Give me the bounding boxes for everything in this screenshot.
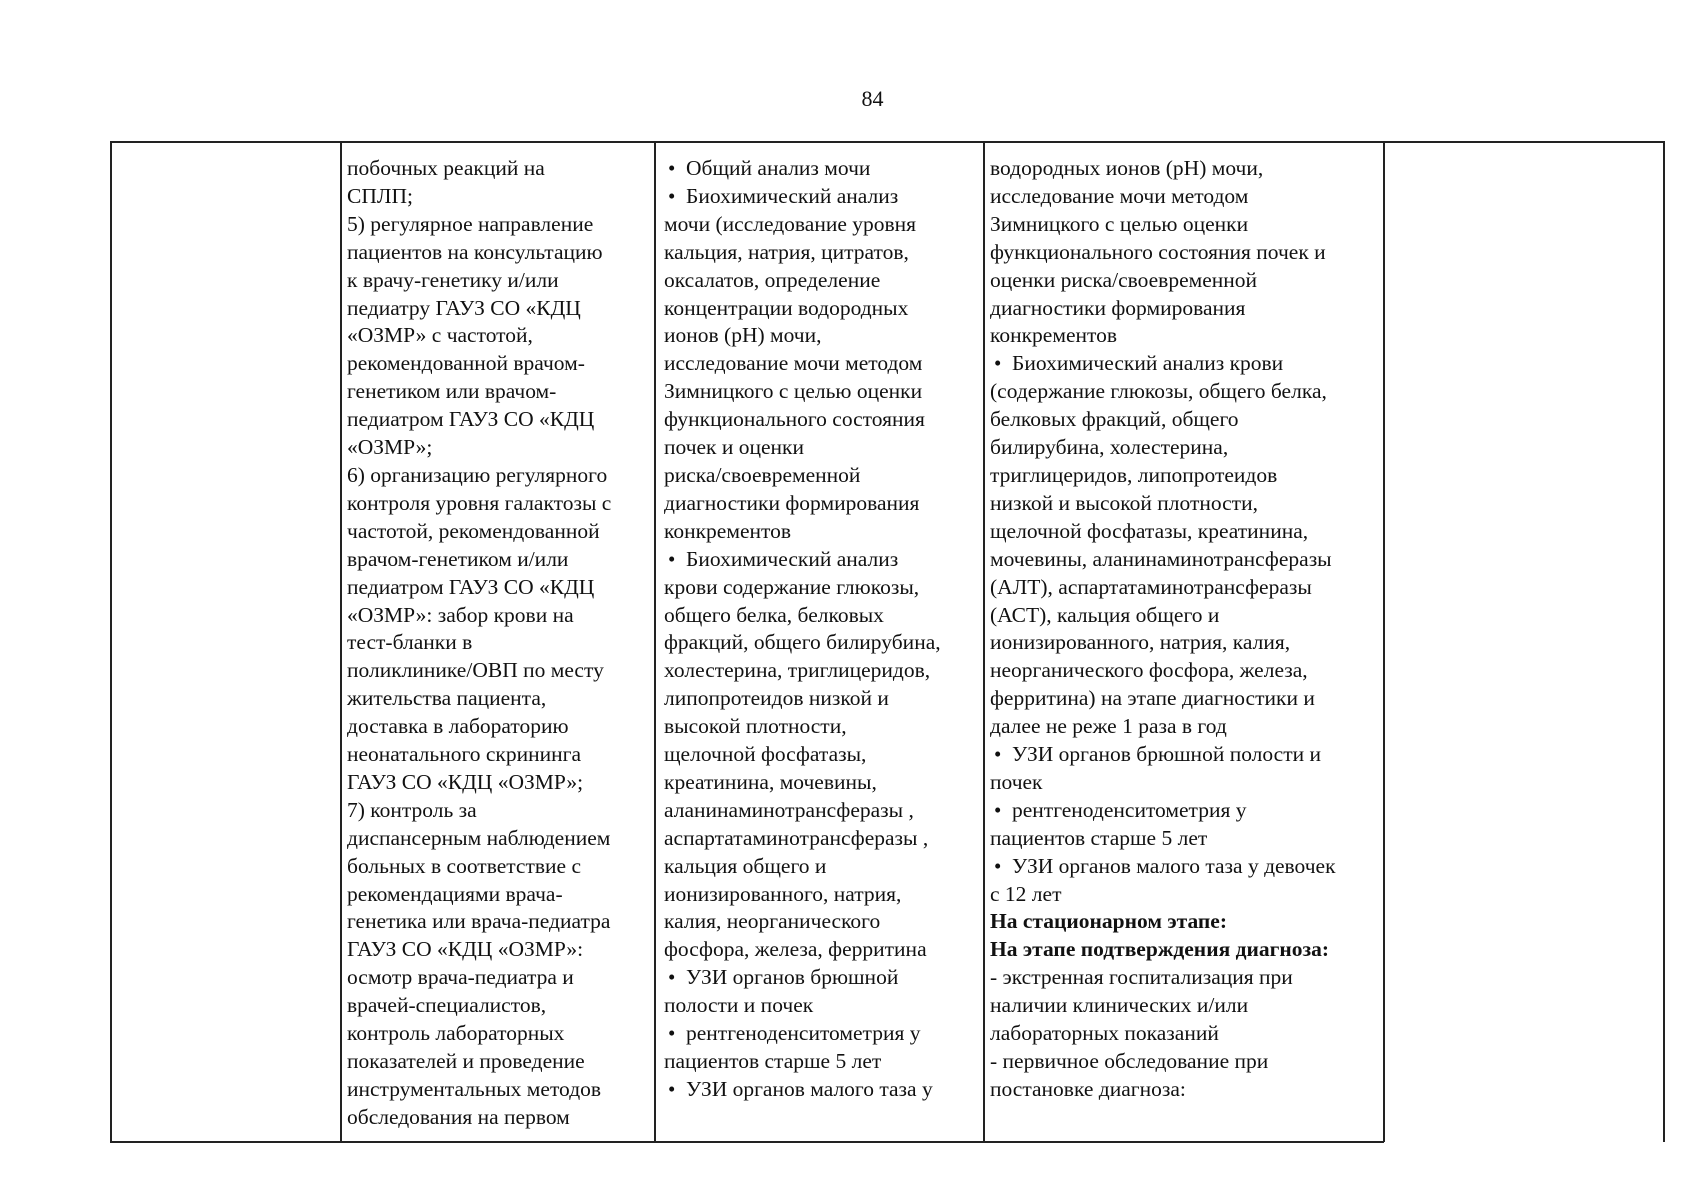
text-line: неонатального скрининга [347,742,582,767]
text-line: диагностики формирования [664,490,920,515]
section-heading: На стационарном этапе: [990,909,1228,934]
bullet-list-item: • Биохимический анализ [664,546,941,574]
column-divider [654,141,656,1142]
text-line: - первичное обследование при [990,1049,1269,1073]
text-line: диспансерным наблюдением [347,825,611,850]
text-line: высокой плотности, [664,714,847,739]
text-line: конкрементов [990,323,1118,348]
text-line: врачом-генетиком и/или [347,546,569,571]
text-line: Зимницкого с целью оценки [990,211,1249,236]
bullet-list-item: • Биохимический анализ [664,183,941,211]
text-line: контроля уровня галактозы с [347,490,612,515]
text-line: наличии клинических и/или [990,993,1249,1018]
text-line: аспартатаминотрансферазы , [664,825,929,850]
table [0,141,1696,1141]
text-line: постановке диагноза: [990,1076,1186,1101]
text-line: аланинаминотрансферазы , [664,797,914,822]
text-line: показателей и проведение [347,1049,585,1073]
text-line: к врачу-генетику и/или [347,267,559,292]
table-top-border [110,141,1665,143]
text-line: оценки риска/своевременной [990,267,1258,292]
text-line: врачей-специалистов, [347,993,547,1018]
column-divider [340,141,342,1142]
text-line: обследования на первом [347,1104,570,1129]
text-line: конкрементов [664,518,792,543]
text-line: тест-бланки в [347,630,473,655]
text-line: диагностики формирования [990,295,1246,320]
text-line: щелочной фосфатазы, [664,742,867,767]
text-line: пациентов старше 5 лет [664,1049,882,1073]
bullet-list-item: • рентгеноденситометрия у [664,1020,941,1048]
text-line: низкой и высокой плотности, [990,490,1258,515]
text-line: (АЛТ), аспартатаминотрансферазы [990,574,1312,599]
text-line: риска/своевременной [664,462,861,487]
text-line: (АСТ), кальция общего и [990,602,1220,627]
text-line: лабораторных показаний [990,1021,1219,1046]
text-line: холестерина, триглицеридов, [664,658,931,683]
text-line: калия, неорганического [664,909,881,934]
text-line: почек [990,769,1043,794]
column-divider [1663,141,1665,1142]
text-line: водородных ионов (pH) мочи, [990,156,1264,180]
text-line: пациентов на консультацию [347,239,603,264]
text-line: «ОЗМР» с частотой, [347,323,533,348]
text-line: 5) регулярное направление [347,211,594,236]
bullet-list-item: • Общий анализ мочи [664,155,941,183]
text-line: кальция, натрия, цитратов, [664,239,909,264]
bullet-list-item: • УЗИ органов брюшной [664,964,941,992]
text-line: далее не реже 1 раза в год [990,714,1227,739]
text-line: 6) организацию регулярного [347,462,608,487]
text-line: ионов (pH) мочи, [664,323,822,348]
text-line: ферритина) на этапе диагностики и [990,686,1315,711]
text-line: пациентов старше 5 лет [990,825,1208,850]
text-line: белковых фракций, общего [990,407,1239,432]
text-line: общего белка, белковых [664,602,884,627]
bullet-list-item: • рентгеноденситометрия у [990,797,1336,825]
column-divider [110,141,112,1142]
text-line: с 12 лет [990,881,1062,906]
text-line: педиатру ГАУЗ СО «КДЦ [347,295,581,320]
text-line: рекомендованной врачом- [347,351,585,376]
text-line: мочевины, аланинаминотрансферазы [990,546,1332,571]
bullet-list-item: • УЗИ органов брюшной полости и [990,741,1336,769]
text-line: частотой, рекомендованной [347,518,600,543]
text-line: функционального состояния почек и [990,239,1326,264]
text-line: жительства пациента, [347,686,547,711]
text-line: поликлинике/ОВП по месту [347,658,604,683]
text-line: СПЛП; [347,183,413,208]
text-line: концентрации водородных [664,295,909,320]
text-line: исследование мочи методом [664,351,923,376]
text-line: контроль лабораторных [347,1021,565,1046]
table-bottom-border [110,1141,1384,1143]
text-line: - экстренная госпитализация при [990,965,1293,990]
text-line: неорганического фосфора, железа, [990,658,1308,683]
text-line: оксалатов, определение [664,267,881,292]
text-line: липопротеидов низкой и [664,686,889,711]
text-line: фосфора, железа, ферритина [664,937,927,962]
text-line: ионизированного, натрия, калия, [990,630,1291,655]
page-number: 84 [861,86,884,111]
text-line: (содержание глюкозы, общего белка, [990,379,1327,404]
bullet-list-item: • УЗИ органов малого таза у девочек [990,853,1336,881]
text-line: креатинина, мочевины, [664,769,877,794]
text-line: мочи (исследование уровня [664,211,917,236]
column-divider [983,141,985,1142]
table-cell-actions [347,155,611,1132]
section-heading: На этапе подтверждения диагноза: [990,937,1330,962]
text-line: инструментальных методов [347,1076,602,1101]
text-line: исследование мочи методом [990,183,1249,208]
bullet-list-item: • УЗИ органов малого таза у [664,1076,941,1104]
text-line: полости и почек [664,993,814,1018]
text-line: «ОЗМР»: забор крови на [347,602,574,627]
text-line: «ОЗМР»; [347,435,433,460]
text-line: ГАУЗ СО «КДЦ «ОЗМР»; [347,769,584,794]
text-line: педиатром ГАУЗ СО «КДЦ [347,407,595,432]
text-line: больных в соответствие с [347,853,581,878]
table-cell-exams-continued [990,155,1336,1104]
text-line: доставка в лабораторию [347,714,569,739]
text-line: крови содержание глюкозы, [664,574,920,599]
text-line: триглицеридов, липопротеидов [990,462,1278,487]
text-line: билирубина, холестерина, [990,435,1229,460]
text-line: ГАУЗ СО «КДЦ «ОЗМР»: [347,937,584,962]
text-line: фракций, общего билирубина, [664,630,941,655]
bullet-list-item: • Биохимический анализ крови [990,350,1336,378]
text-line: побочных реакций на [347,156,545,180]
text-line: почек и оценки [664,435,805,460]
table-cell-outpatient-exams [664,155,941,1104]
text-line: генетика или врача-педиатра [347,909,611,934]
text-line: осмотр врача-педиатра и [347,965,574,990]
text-line: педиатром ГАУЗ СО «КДЦ [347,574,595,599]
text-line: рекомендациями врача- [347,881,563,906]
text-line: ионизированного, натрия, [664,881,902,906]
text-line: генетиком или врачом- [347,379,557,404]
column-divider [1383,141,1385,1142]
text-line: 7) контроль за [347,797,477,822]
text-line: Зимницкого с целью оценки [664,379,923,404]
text-line: функционального состояния [664,407,925,432]
text-line: кальция общего и [664,853,827,878]
text-line: щелочной фосфатазы, креатинина, [990,518,1309,543]
